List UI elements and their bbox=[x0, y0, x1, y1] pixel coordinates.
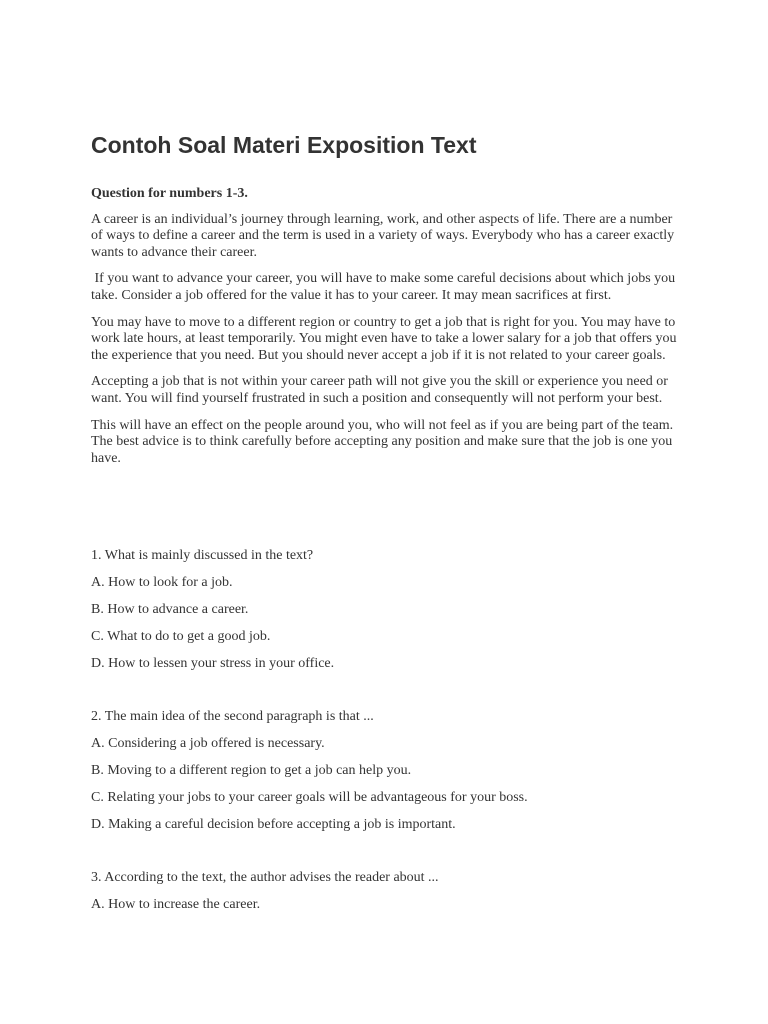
question-text: 1. What is mainly discussed in the text? bbox=[91, 548, 314, 563]
answer-option: A. How to increase the career. bbox=[91, 896, 261, 912]
question-2 bbox=[91, 709, 681, 834]
passage bbox=[91, 186, 681, 477]
passage-paragraph-3: You may have to move to a different region or country to get a job that is right for you. You may have to work late hours, at least temporarily. You might even have to take a lower salary for a job that offers you the experience that you need. But you should never accept a job if it is not related to your career goals. bbox=[91, 314, 677, 363]
question-text: 3. According to the text, the author advises the reader about ... bbox=[91, 870, 439, 885]
answer-option: A. How to look for a job. bbox=[91, 574, 233, 590]
questions-list-3 bbox=[91, 870, 681, 941]
passage-paragraph-2: If you want to advance your career, you will have to make some careful decisions about which jobs you take. Consider a job offered for the value it has to your career. It may mean sacrifices at first. bbox=[91, 271, 679, 303]
document-title: Contoh Soal Materi Exposition Text bbox=[91, 132, 477, 158]
answer-option: D. How to lessen your stress in your office. bbox=[91, 655, 335, 671]
question-3 bbox=[91, 870, 681, 914]
questions-list-2 bbox=[91, 709, 681, 861]
answer-option: D. Making a careful decision before accepting a job is important. bbox=[91, 816, 456, 832]
question-1 bbox=[91, 548, 681, 673]
answer-option: B. Moving to a different region to get a job can help you. bbox=[91, 762, 412, 778]
passage-paragraph-1: A career is an individual’s journey through learning, work, and other aspects of life. There are a number of ways to define a career and the term is used in a variety of ways. Everybody who has a career exactly wants to advance their career. bbox=[91, 211, 675, 260]
answer-option: A. Considering a job offered is necessary. bbox=[91, 735, 325, 751]
answer-option: C. Relating your jobs to your career goals will be advantageous for your boss. bbox=[91, 789, 528, 805]
questions-list bbox=[91, 548, 681, 700]
question-group-heading: Question for numbers 1-3. bbox=[91, 186, 248, 201]
answer-option: C. What to do to get a good job. bbox=[91, 628, 271, 644]
passage-paragraph-4: Accepting a job that is not within your career path will not give you the skill or experience you need or want. You will find yourself frustrated in such a position and consequently will not perform your best. bbox=[91, 374, 668, 406]
passage-paragraph-5: This will have an effect on the people around you, who will not feel as if you are being part of the team. The best advice is to think carefully before accepting any position and make sure that the job is one you have. bbox=[91, 417, 674, 466]
answer-option: B. How to advance a career. bbox=[91, 601, 249, 617]
question-text: 2. The main idea of the second paragraph is that ... bbox=[91, 709, 374, 724]
